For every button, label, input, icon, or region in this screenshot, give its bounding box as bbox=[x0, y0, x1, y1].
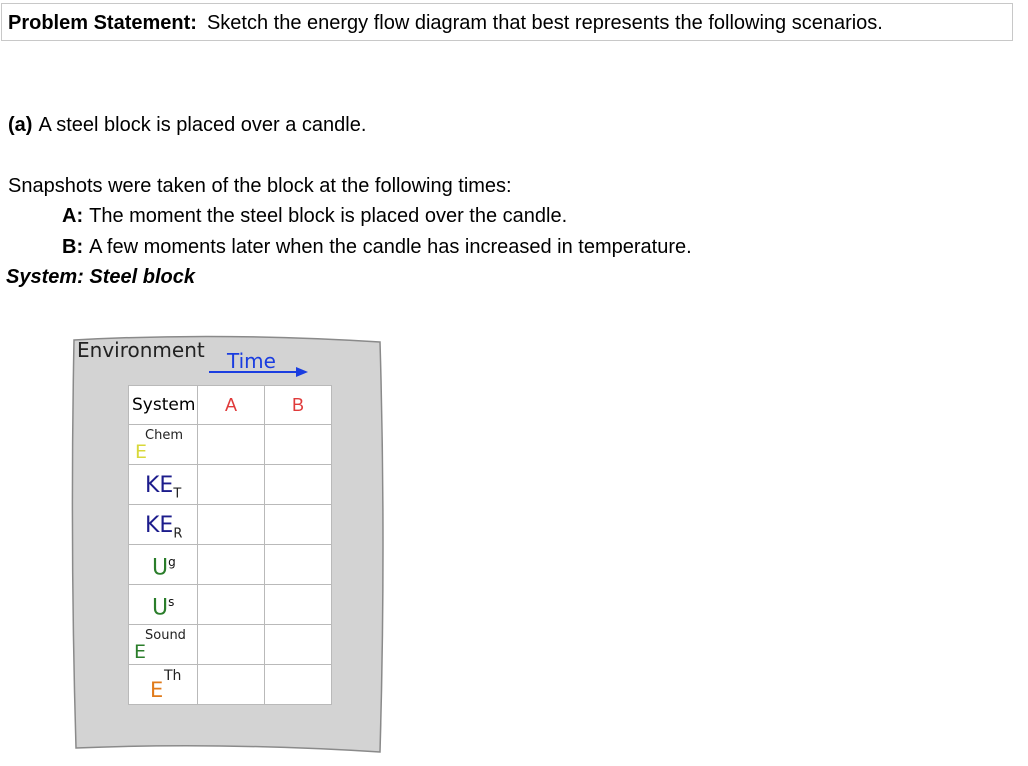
ker-label bbox=[129, 505, 198, 545]
cell-a[interactable] bbox=[198, 625, 265, 665]
system-header: System bbox=[132, 395, 196, 415]
cell-a[interactable] bbox=[198, 585, 265, 625]
ket-label bbox=[129, 465, 198, 505]
table-row bbox=[129, 665, 332, 705]
system-header-cell bbox=[129, 386, 198, 425]
ug-base: U bbox=[152, 555, 169, 581]
us-label bbox=[129, 585, 198, 625]
snapshot-b-label: B: bbox=[62, 236, 84, 258]
cell-a[interactable] bbox=[198, 505, 265, 545]
table-row bbox=[129, 585, 332, 625]
cell-b[interactable] bbox=[265, 585, 332, 625]
eth-sup: Th bbox=[164, 668, 182, 684]
cell-b[interactable] bbox=[265, 545, 332, 585]
part-a-label: (a) bbox=[8, 114, 33, 136]
table-row bbox=[129, 425, 332, 465]
ker-sub: R bbox=[173, 526, 183, 542]
esound-label bbox=[129, 625, 198, 665]
ug-label bbox=[129, 545, 198, 585]
cell-a[interactable] bbox=[198, 545, 265, 585]
cell-a[interactable] bbox=[198, 425, 265, 465]
col-b-header: B bbox=[265, 386, 332, 425]
eth-label bbox=[129, 665, 198, 705]
ker-base: KE bbox=[145, 513, 174, 538]
cell-b[interactable] bbox=[265, 505, 332, 545]
problem-statement-label: Problem Statement: bbox=[8, 12, 197, 34]
cell-a[interactable] bbox=[198, 465, 265, 505]
echem-label bbox=[129, 425, 198, 465]
echem-sup: Chem bbox=[145, 428, 183, 443]
time-label: Time bbox=[227, 349, 276, 373]
table-row bbox=[129, 545, 332, 585]
table-row bbox=[129, 465, 332, 505]
eth-base: E bbox=[150, 678, 164, 702]
snapshots-intro: Snapshots were taken of the block at the following times: bbox=[8, 175, 512, 197]
header-row bbox=[129, 386, 332, 425]
us-sup: s bbox=[168, 595, 175, 609]
energy-table bbox=[128, 385, 332, 705]
col-a-header: A bbox=[198, 386, 265, 425]
esound-base: E bbox=[134, 641, 147, 663]
ug-sup: g bbox=[168, 555, 176, 569]
table-row bbox=[129, 625, 332, 665]
problem-statement-text: Sketch the energy flow diagram that best represents the following scenarios. bbox=[206, 12, 883, 34]
environment-label: Environment bbox=[77, 338, 205, 362]
cell-a[interactable] bbox=[198, 665, 265, 705]
cell-b[interactable] bbox=[265, 665, 332, 705]
us-base: U bbox=[152, 595, 169, 621]
table-row bbox=[129, 505, 332, 545]
cell-b[interactable] bbox=[265, 625, 332, 665]
part-a-text: A steel block is placed over a candle. bbox=[38, 114, 367, 136]
ket-sub: T bbox=[173, 486, 182, 502]
cell-b[interactable] bbox=[265, 425, 332, 465]
ket-base: KE bbox=[145, 473, 174, 498]
cell-b[interactable] bbox=[265, 465, 332, 505]
echem-base: E bbox=[135, 441, 148, 463]
snapshot-a-label: A: bbox=[62, 205, 84, 227]
snapshot-b-text: A few moments later when the candle has increased in temperature. bbox=[89, 236, 692, 258]
esound-sup: Sound bbox=[145, 628, 186, 643]
system-line: System: Steel block bbox=[6, 266, 195, 288]
snapshot-a-text: The moment the steel block is placed over the candle. bbox=[89, 205, 568, 227]
